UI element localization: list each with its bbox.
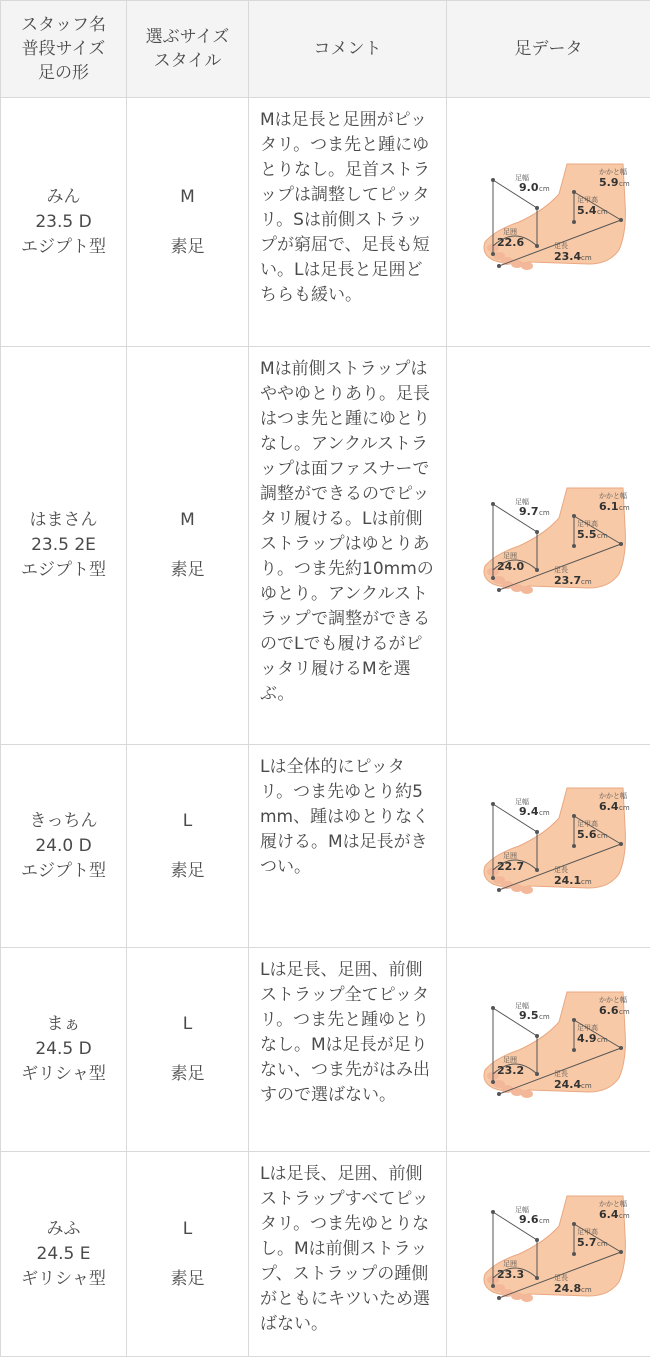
foot-shape: エジプト型 bbox=[5, 558, 122, 583]
header-staff: スタッフ名 普段サイズ 足の形 bbox=[1, 1, 127, 98]
chosen-size: M bbox=[131, 185, 244, 210]
foot-data-cell bbox=[447, 745, 650, 948]
instep-unit: cm bbox=[597, 1036, 608, 1044]
usual-size: 23.5 2E bbox=[5, 533, 122, 558]
instep-value: 5.7 bbox=[577, 1236, 597, 1249]
girth-value: 22.7 bbox=[497, 860, 524, 873]
foot-shape: エジプト型 bbox=[5, 859, 122, 884]
instep-value: 5.6 bbox=[577, 828, 597, 841]
instep-unit: cm bbox=[597, 1240, 608, 1248]
wear-style: 素足 bbox=[131, 558, 244, 583]
width-label: 足幅 bbox=[515, 1205, 529, 1214]
heel-value: 6.4 bbox=[599, 1208, 619, 1221]
size-style-cell bbox=[127, 948, 249, 1152]
width-unit: cm bbox=[539, 809, 550, 817]
size-style-cell bbox=[127, 1152, 249, 1357]
size-style-cell bbox=[127, 98, 249, 347]
girth-value: 24.0 bbox=[497, 560, 524, 573]
instep-label: 足甲高 bbox=[577, 819, 598, 828]
girth-label: 足囲 bbox=[503, 1259, 517, 1268]
usual-size: 24.0 D bbox=[5, 834, 122, 859]
girth-value: 23.3 bbox=[497, 1268, 524, 1281]
width-unit: cm bbox=[539, 1013, 550, 1021]
heel-value: 6.6 bbox=[599, 1004, 619, 1017]
staff-name: きっちん bbox=[5, 809, 122, 834]
heel-unit: cm bbox=[619, 180, 630, 188]
girth-value: 23.2 bbox=[497, 1064, 524, 1077]
instep-value: 4.9 bbox=[577, 1032, 597, 1045]
foot-shape: エジプト型 bbox=[5, 235, 122, 260]
header-comment: コメント bbox=[249, 1, 447, 98]
table-row bbox=[1, 98, 650, 347]
length-value: 23.4 bbox=[554, 250, 581, 263]
staff-cell bbox=[1, 347, 127, 745]
comment-cell: Lは足長、足囲、前側ストラップすべてピッタリ。つま先ゆとりなし。Mは前側ストラップ、ストラップの踵側がともにキツいため選ばない。 bbox=[249, 1152, 447, 1357]
foot-data-cell bbox=[447, 948, 650, 1152]
staff-cell bbox=[1, 745, 127, 948]
width-label: 足幅 bbox=[515, 173, 529, 182]
heel-label: かかと幅 bbox=[599, 167, 627, 176]
comment-cell: Lは足長、足囲、前側ストラップ全てピッタリ。つま先と踵ゆとりなし。Mは足長が足りない、つま先がはみ出すので選ばない。 bbox=[249, 948, 447, 1152]
foot-shape: ギリシャ型 bbox=[5, 1267, 122, 1292]
foot-diagram bbox=[459, 162, 639, 282]
staff-name: みん bbox=[5, 185, 122, 210]
foot-diagram bbox=[459, 1194, 639, 1314]
staff-cell bbox=[1, 948, 127, 1152]
width-value: 9.7 bbox=[519, 505, 539, 518]
width-label: 足幅 bbox=[515, 497, 529, 506]
table-row bbox=[1, 1152, 650, 1357]
wear-style: 素足 bbox=[131, 235, 244, 260]
length-label: 足長 bbox=[554, 1069, 568, 1078]
girth-label: 足囲 bbox=[503, 851, 517, 860]
heel-label: かかと幅 bbox=[599, 1199, 627, 1208]
foot-data-cell bbox=[447, 1152, 650, 1357]
comment-cell: Mは前側ストラップはややゆとりあり。足長はつま先と踵にゆとりなし。アンクルストラップは面ファスナーで調整ができるのでピッタリ履ける。Lは前側ストラップはゆとりあり。つま先約10mmのゆとり。アンクルストラップで調整ができるのでLでも履けるがピッタリ履けるMを選ぶ。 bbox=[249, 347, 447, 745]
length-unit: cm bbox=[581, 878, 592, 886]
foot-shape: ギリシャ型 bbox=[5, 1062, 122, 1087]
usual-size: 24.5 D bbox=[5, 1037, 122, 1062]
length-unit: cm bbox=[581, 254, 592, 262]
usual-size: 24.5 E bbox=[5, 1242, 122, 1267]
instep-label: 足甲高 bbox=[577, 195, 598, 204]
instep-unit: cm bbox=[597, 832, 608, 840]
instep-label: 足甲高 bbox=[577, 519, 598, 528]
width-unit: cm bbox=[539, 1217, 550, 1225]
chosen-size: M bbox=[131, 508, 244, 533]
staff-cell bbox=[1, 1152, 127, 1357]
usual-size: 23.5 D bbox=[5, 210, 122, 235]
foot-diagram bbox=[459, 486, 639, 606]
length-value: 24.4 bbox=[554, 1078, 581, 1091]
girth-label: 足囲 bbox=[503, 227, 517, 236]
width-label: 足幅 bbox=[515, 797, 529, 806]
table-header-row bbox=[1, 1, 650, 98]
staff-name: みふ bbox=[5, 1217, 122, 1242]
girth-label: 足囲 bbox=[503, 1055, 517, 1064]
heel-unit: cm bbox=[619, 1008, 630, 1016]
instep-value: 5.5 bbox=[577, 528, 597, 541]
length-unit: cm bbox=[581, 578, 592, 586]
staff-name: はまさん bbox=[5, 508, 122, 533]
wear-style: 素足 bbox=[131, 859, 244, 884]
staff-cell bbox=[1, 98, 127, 347]
instep-unit: cm bbox=[597, 532, 608, 540]
width-label: 足幅 bbox=[515, 1001, 529, 1010]
width-value: 9.0 bbox=[519, 181, 539, 194]
header-foot-data: 足データ bbox=[447, 1, 650, 98]
foot-data-cell bbox=[447, 98, 650, 347]
table-row bbox=[1, 347, 650, 745]
heel-value: 6.4 bbox=[599, 800, 619, 813]
wear-style: 素足 bbox=[131, 1062, 244, 1087]
length-unit: cm bbox=[581, 1286, 592, 1294]
length-label: 足長 bbox=[554, 565, 568, 574]
heel-label: かかと幅 bbox=[599, 995, 627, 1004]
instep-label: 足甲高 bbox=[577, 1227, 598, 1236]
width-value: 9.4 bbox=[519, 805, 539, 818]
heel-label: かかと幅 bbox=[599, 491, 627, 500]
length-label: 足長 bbox=[554, 1273, 568, 1282]
heel-label: かかと幅 bbox=[599, 791, 627, 800]
foot-diagram bbox=[459, 990, 639, 1110]
foot-diagram bbox=[459, 786, 639, 906]
girth-value: 22.6 bbox=[497, 236, 524, 249]
length-label: 足長 bbox=[554, 865, 568, 874]
heel-value: 6.1 bbox=[599, 500, 619, 513]
length-label: 足長 bbox=[554, 241, 568, 250]
width-value: 9.6 bbox=[519, 1213, 539, 1226]
length-unit: cm bbox=[581, 1082, 592, 1090]
chosen-size: L bbox=[131, 1012, 244, 1037]
size-style-cell bbox=[127, 347, 249, 745]
girth-label: 足囲 bbox=[503, 551, 517, 560]
header-size-style: 選ぶサイズ スタイル bbox=[127, 1, 249, 98]
heel-unit: cm bbox=[619, 504, 630, 512]
instep-unit: cm bbox=[597, 208, 608, 216]
size-style-cell bbox=[127, 745, 249, 948]
table-row bbox=[1, 745, 650, 948]
table-row bbox=[1, 948, 650, 1152]
width-unit: cm bbox=[539, 185, 550, 193]
instep-value: 5.4 bbox=[577, 204, 597, 217]
width-value: 9.5 bbox=[519, 1009, 539, 1022]
staff-name: まぁ bbox=[5, 1012, 122, 1037]
chosen-size: L bbox=[131, 809, 244, 834]
wear-style: 素足 bbox=[131, 1267, 244, 1292]
heel-unit: cm bbox=[619, 1212, 630, 1220]
width-unit: cm bbox=[539, 509, 550, 517]
foot-data-cell bbox=[447, 347, 650, 745]
instep-label: 足甲高 bbox=[577, 1023, 598, 1032]
heel-unit: cm bbox=[619, 804, 630, 812]
comment-cell: Mは足長と足囲がピッタリ。つま先と踵にゆとりなし。足首ストラップは調整してピッタリ。Sは前側ストラップが窮屈で、足長も短い。Lは足長と足囲どちらも緩い。 bbox=[249, 98, 447, 347]
comment-cell: Lは全体的にピッタリ。つま先ゆとり約5mm、踵はゆとりなく履ける。Mは足長がきつい。 bbox=[249, 745, 447, 948]
chosen-size: L bbox=[131, 1217, 244, 1242]
length-value: 24.8 bbox=[554, 1282, 581, 1295]
length-value: 24.1 bbox=[554, 874, 581, 887]
heel-value: 5.9 bbox=[599, 176, 619, 189]
length-value: 23.7 bbox=[554, 574, 581, 587]
